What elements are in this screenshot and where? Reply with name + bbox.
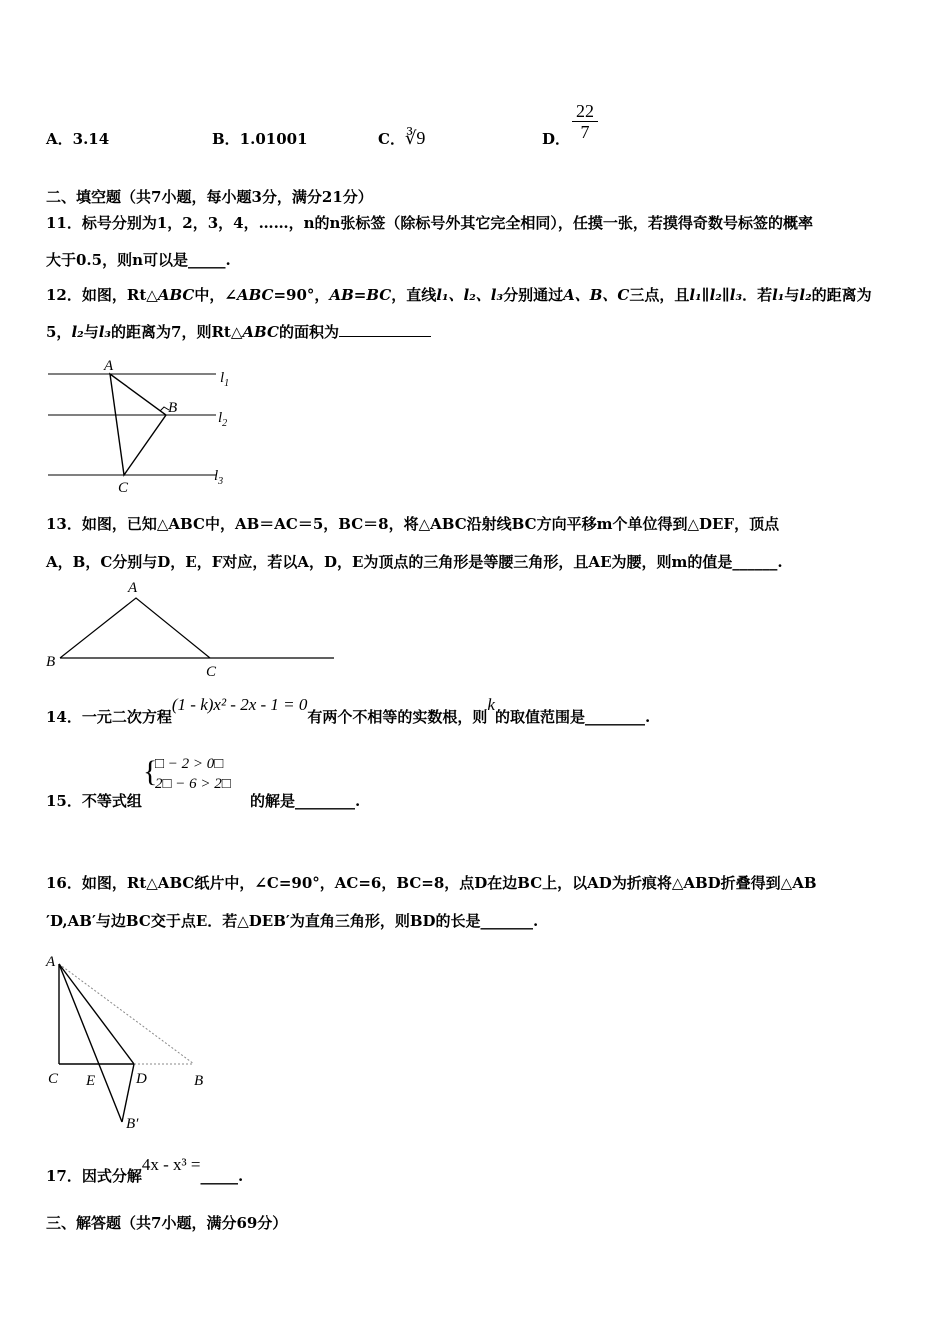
label-b: B bbox=[194, 1073, 204, 1089]
q12-text: l₃ bbox=[98, 323, 112, 341]
q12-figure bbox=[46, 358, 246, 498]
q17-line bbox=[46, 1154, 244, 1185]
triangle-abc bbox=[110, 374, 166, 475]
option-d-label: D． bbox=[542, 130, 571, 148]
q12-text: l₁、l₂、l₃ bbox=[436, 286, 504, 304]
q12-text: 分别通过 bbox=[503, 286, 564, 304]
q12-text: 的面积为 bbox=[278, 323, 339, 341]
label-b: B bbox=[168, 400, 178, 416]
q15-suffix: 的解是________. bbox=[250, 792, 361, 810]
q12-text: 与 bbox=[83, 323, 99, 341]
option-c bbox=[378, 128, 425, 149]
q14-equation: (1 - k)x² - 2x - 1 = 0 bbox=[171, 695, 308, 714]
label-d: D bbox=[136, 1071, 147, 1087]
q17-prefix: 17．因式分解 bbox=[46, 1167, 142, 1185]
section3-title: 三、解答题（共7小题，满分69分） bbox=[46, 1214, 288, 1232]
q12-text: ，直线 bbox=[391, 286, 437, 304]
q12-text: l₁∥l₂∥l₃ bbox=[689, 286, 743, 304]
q12-text: A、B、C bbox=[563, 286, 630, 304]
label-l2: $l_2$ bbox=[218, 410, 228, 429]
label-l1: $l_1$ bbox=[220, 370, 230, 389]
q15-prefix: 15．不等式组 bbox=[46, 792, 142, 810]
q12-text: 与 bbox=[784, 286, 800, 304]
q14-suffix: 的取值范围是________. bbox=[494, 708, 651, 726]
q17-suffix: _____. bbox=[200, 1167, 244, 1185]
q13-figure bbox=[44, 578, 344, 678]
q16-figure bbox=[44, 950, 214, 1140]
q12-text: = bbox=[353, 286, 367, 304]
option-a: A．3.14 bbox=[46, 130, 110, 148]
q12-text: 中，∠ bbox=[194, 286, 237, 304]
q12-text: ABC bbox=[236, 286, 274, 304]
option-d bbox=[542, 128, 570, 149]
q15-ineq1: □ − 2 > 0□ bbox=[155, 756, 224, 772]
label-a: A bbox=[128, 580, 138, 596]
label-l3: $l_3$ bbox=[214, 468, 224, 487]
label-a: A bbox=[104, 358, 114, 374]
q12-answer-blank bbox=[339, 322, 431, 337]
fold-ad bbox=[59, 964, 134, 1064]
q12-text: BC bbox=[366, 286, 392, 304]
option-b: B．1.01001 bbox=[212, 130, 308, 148]
q12-text: 的距离为7，则Rt△ bbox=[111, 323, 243, 341]
option-d-denominator: 7 bbox=[580, 122, 590, 142]
q13-line2: A，B，C分别与D，E，F对应，若以A，D，E为顶点的三角形是等腰三角形，且AE为腰，则m的值是______. bbox=[46, 553, 783, 571]
q14-middle: 有两个不相等的实数根，则 bbox=[307, 708, 488, 726]
q14-prefix: 14．一元二次方程 bbox=[46, 708, 172, 726]
q12-text: 的距离为 bbox=[811, 286, 872, 304]
q15-system bbox=[143, 754, 231, 794]
q11-line2: 大于0.5，则n可以是_____. bbox=[46, 251, 231, 269]
label-c: C bbox=[206, 664, 217, 680]
section2-title: 二、填空题（共7小题，每小题3分，满分21分） bbox=[46, 188, 373, 206]
q12-text: =90°， bbox=[273, 286, 330, 304]
q17-expr: 4x - x³ = bbox=[141, 1155, 201, 1174]
q12-text: ．若 bbox=[742, 286, 773, 304]
q11-line1: 11．标号分别为1，2，3，4，……，n的n张标签（除标号外其它完全相同），任摸一张，若摸得奇数号标签的概率 bbox=[46, 214, 813, 232]
q15-ineq2: 2□ − 6 > 2□ bbox=[155, 776, 231, 792]
q12-text: 5， bbox=[46, 323, 72, 341]
label-b: B bbox=[46, 654, 56, 670]
q16-line2: ′D,AB′与边BC交于点E．若△DEB′为直角三角形，则BD的长是_______. bbox=[46, 912, 539, 930]
q12-line2 bbox=[46, 321, 431, 342]
q13-line1: 13．如图，已知△ABC中，AB＝AC＝5，BC＝8，将△ABC沿射线BC方向平移m个单位得到△DEF，顶点 bbox=[46, 515, 780, 533]
side-db-prime bbox=[122, 1064, 134, 1122]
label-e: E bbox=[86, 1073, 96, 1089]
side-ab-prime bbox=[59, 964, 122, 1122]
option-d-fraction bbox=[572, 101, 598, 142]
triangle-abc bbox=[60, 598, 210, 658]
option-c-label: C． bbox=[378, 130, 405, 148]
q12-text: l₂ bbox=[799, 286, 812, 304]
option-c-value: ∛9 bbox=[404, 128, 426, 148]
q16-line1: 16．如图，Rt△ABC纸片中，∠C=90°，AC=6，BC=8，点D在边BC上，以AD为折痕将△ABD折叠得到△AB bbox=[46, 874, 817, 892]
q12-text: AB bbox=[329, 286, 354, 304]
q14-line bbox=[46, 694, 651, 726]
q12-text: l₂ bbox=[71, 323, 84, 341]
q12-line1 bbox=[46, 284, 872, 305]
q12-text: ABC bbox=[242, 323, 279, 341]
q12-text: 三点，且 bbox=[629, 286, 690, 304]
label-c: C bbox=[118, 480, 129, 496]
q12-text: l₁ bbox=[772, 286, 785, 304]
q12-text: ABC bbox=[157, 286, 195, 304]
label-a: A bbox=[46, 954, 56, 970]
q12-text: 12．如图，Rt△ bbox=[46, 286, 158, 304]
label-c: C bbox=[48, 1071, 59, 1087]
label-b-prime: B′ bbox=[126, 1116, 139, 1132]
option-d-numerator: 22 bbox=[572, 101, 598, 122]
brace: { bbox=[143, 755, 158, 788]
q14-var: k bbox=[487, 695, 495, 714]
